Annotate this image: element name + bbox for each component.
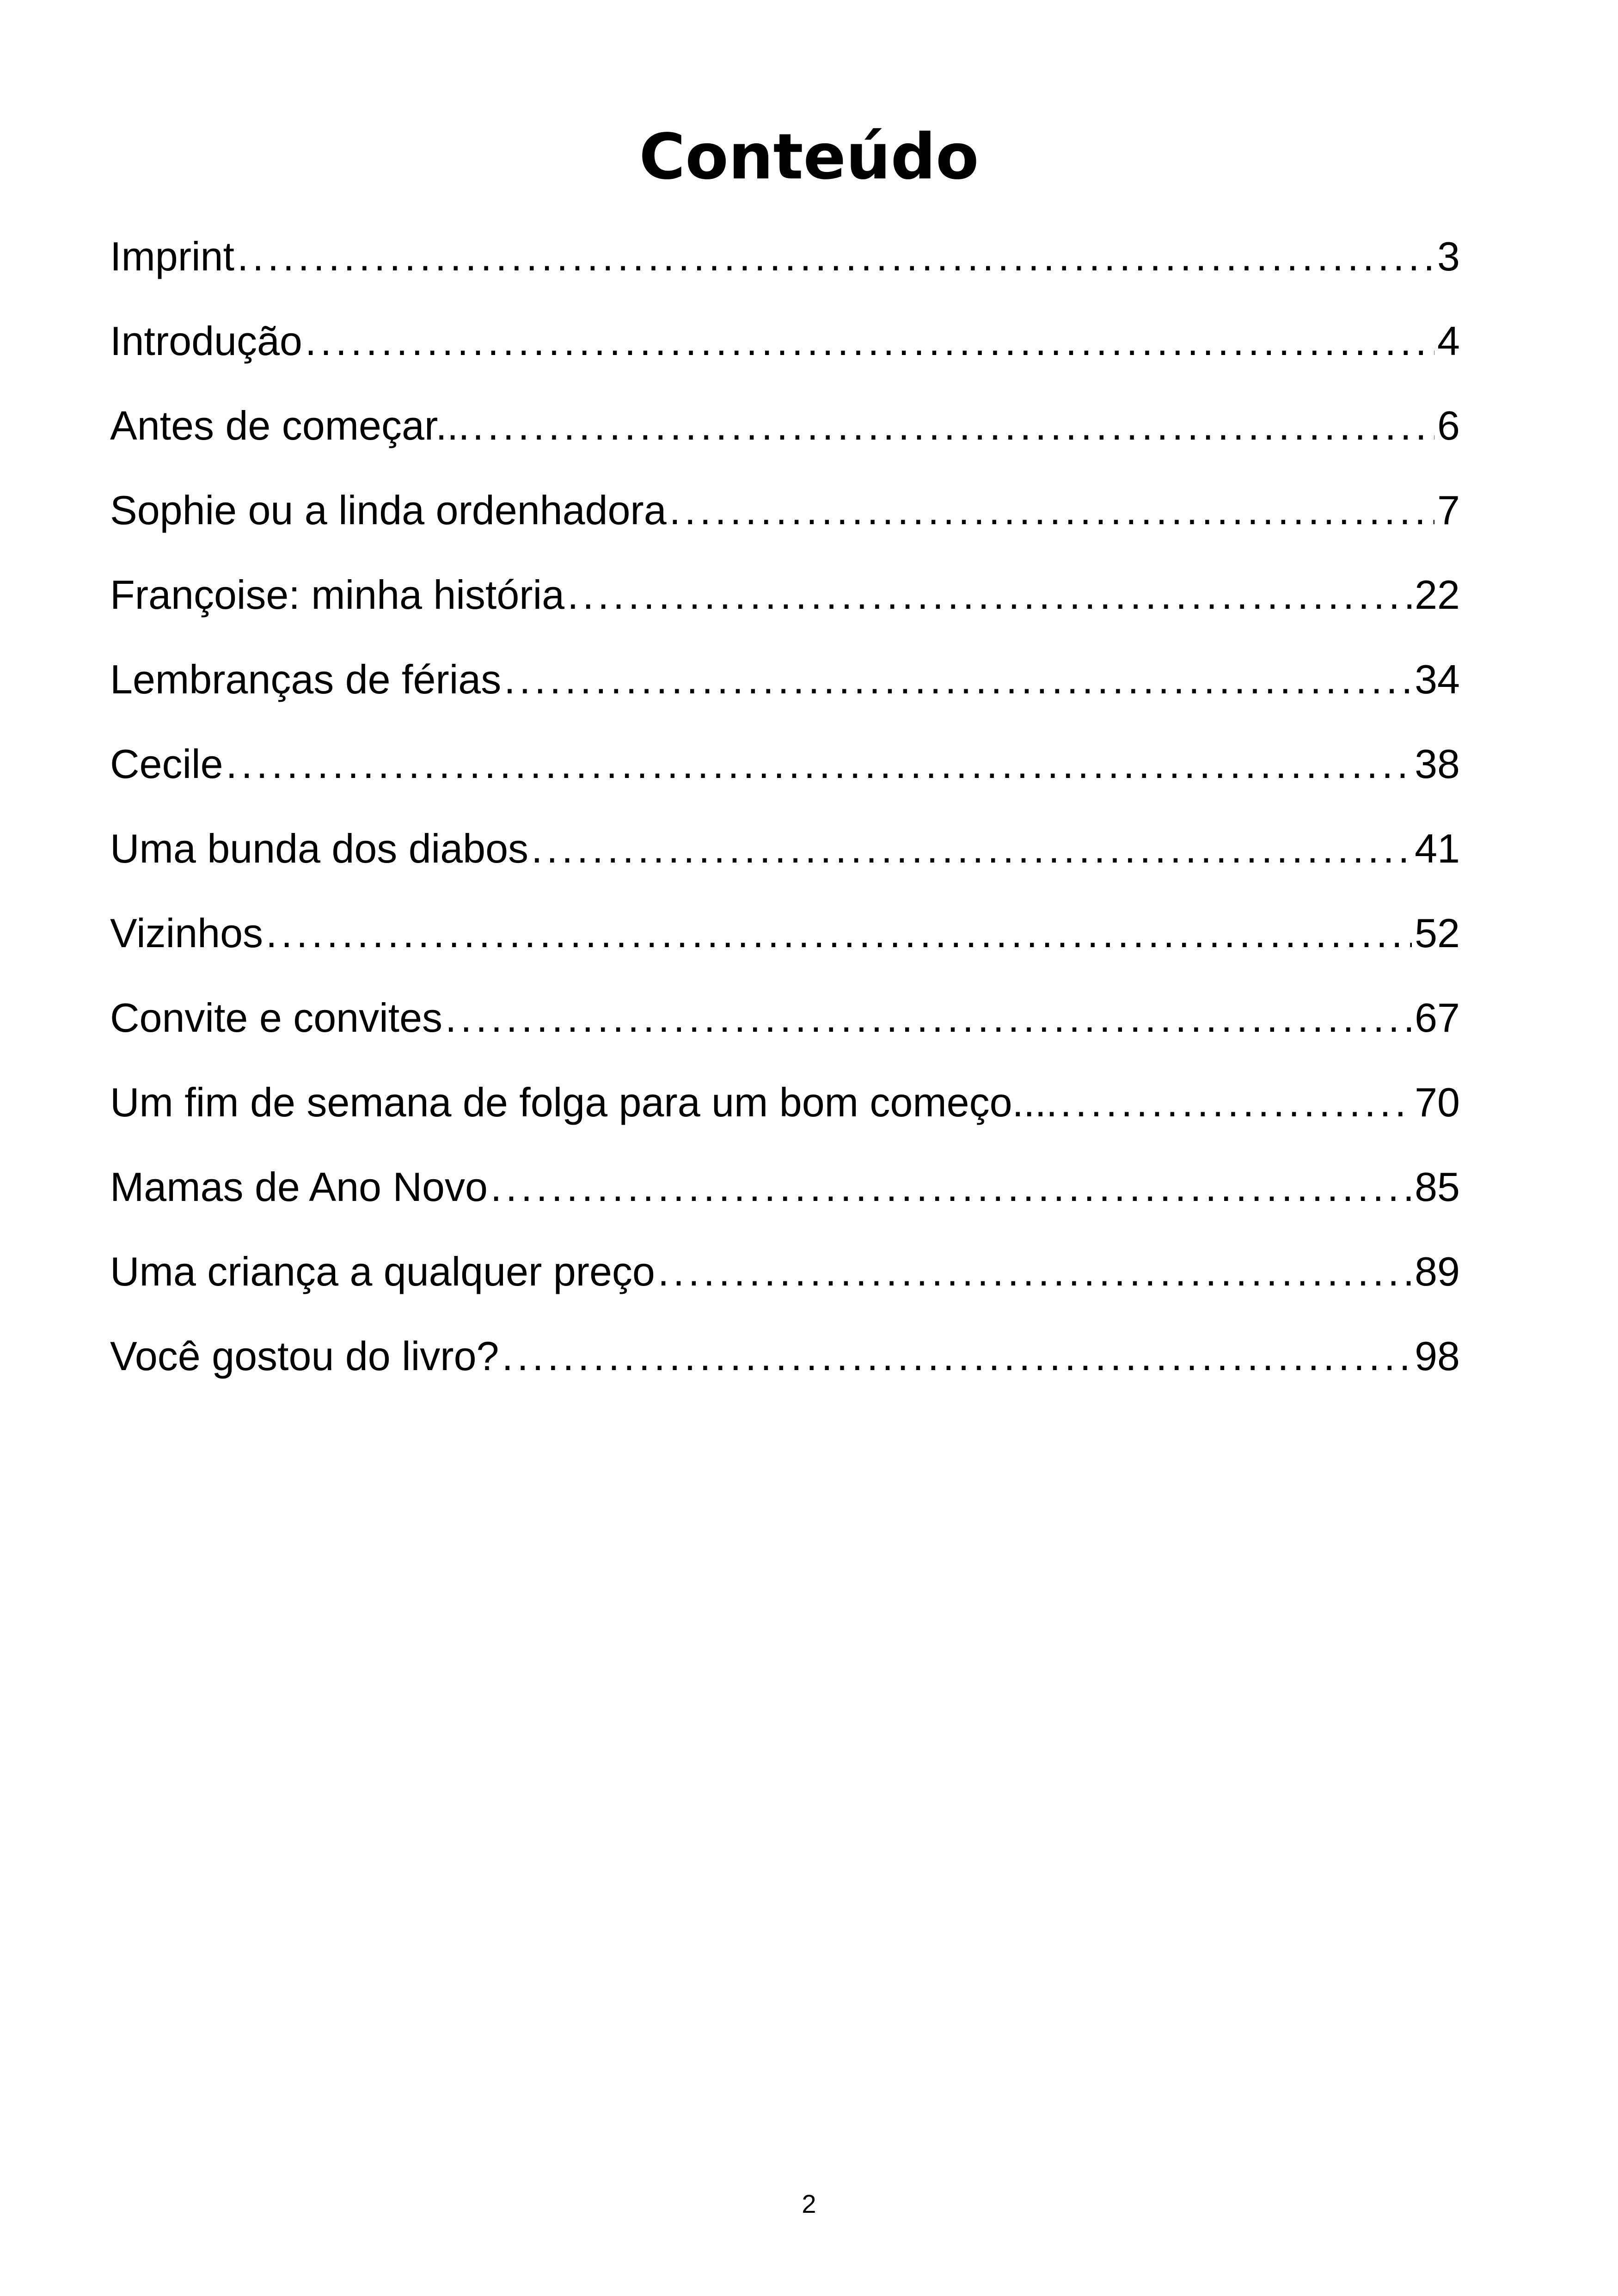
- toc-entry[interactable]: [110, 227, 1460, 311]
- toc-entry-label: Lembranças de férias: [110, 656, 502, 702]
- toc-entry-page: 22: [1415, 572, 1460, 618]
- page-title: Conteúdo: [639, 121, 979, 194]
- toc-entry[interactable]: [110, 1326, 1460, 1411]
- toc-entry-label: Introdução: [110, 318, 302, 364]
- toc-entry-page: 89: [1415, 1249, 1460, 1294]
- toc-entry-page: 7: [1437, 487, 1460, 533]
- toc-entry-label: Antes de começar...: [110, 403, 470, 448]
- toc-entry-page: 98: [1415, 1333, 1460, 1379]
- toc-entry[interactable]: [110, 480, 1460, 565]
- table-of-contents: [110, 227, 1460, 1411]
- toc-entry[interactable]: [110, 903, 1460, 988]
- toc-entry[interactable]: [110, 565, 1460, 649]
- toc-entry[interactable]: [110, 734, 1460, 819]
- toc-entry-label: Françoise: minha história: [110, 572, 565, 618]
- toc-entry-label: Mamas de Ano Novo: [110, 1164, 488, 1210]
- toc-dot-leader: [305, 311, 1434, 371]
- toc-dot-leader: [237, 227, 1434, 287]
- toc-dot-leader: [490, 1157, 1412, 1217]
- toc-entry[interactable]: [110, 1157, 1460, 1242]
- toc-dot-leader: [266, 903, 1412, 963]
- toc-entry-page: 67: [1415, 995, 1460, 1041]
- toc-entry-page: 85: [1415, 1164, 1460, 1210]
- toc-entry-page: 34: [1415, 656, 1460, 702]
- toc-dot-leader: [226, 734, 1412, 794]
- toc-entry-page: 4: [1437, 318, 1460, 364]
- toc-entry-label: Imprint: [110, 233, 234, 279]
- toc-entry-page: 52: [1415, 910, 1460, 956]
- toc-entry-page: 70: [1415, 1079, 1460, 1125]
- toc-entry[interactable]: [110, 1242, 1460, 1326]
- toc-dot-leader: [567, 565, 1412, 625]
- toc-entry-label: Sophie ou a linda ordenhadora: [110, 487, 667, 533]
- toc-dot-leader: [669, 480, 1434, 540]
- toc-dot-leader: [472, 396, 1434, 456]
- toc-entry-page: 6: [1437, 403, 1460, 448]
- toc-dot-leader: [658, 1242, 1412, 1302]
- toc-dot-leader: [445, 988, 1412, 1048]
- toc-entry-page: 38: [1415, 741, 1460, 787]
- toc-dot-leader: [531, 819, 1412, 879]
- toc-entry-label: Uma criança a qualquer preço: [110, 1249, 655, 1294]
- toc-entry-label: Um fim de semana de folga para um bom começo....: [110, 1079, 1058, 1125]
- toc-entry[interactable]: [110, 819, 1460, 903]
- toc-entry-page: 41: [1415, 826, 1460, 871]
- toc-entry-page: 3: [1437, 233, 1460, 279]
- toc-entry[interactable]: [110, 396, 1460, 480]
- toc-entry-label: Você gostou do livro?: [110, 1333, 499, 1379]
- page-number: 2: [802, 2189, 816, 2218]
- toc-entry-label: Uma bunda dos diabos: [110, 826, 529, 871]
- toc-dot-leader: [502, 1326, 1412, 1386]
- toc-entry-label: Convite e convites: [110, 995, 443, 1041]
- toc-entry[interactable]: [110, 1072, 1460, 1157]
- toc-entry-label: Cecile: [110, 741, 223, 787]
- toc-entry[interactable]: [110, 311, 1460, 396]
- toc-dot-leader: [1060, 1072, 1412, 1133]
- toc-entry-label: Vizinhos: [110, 910, 264, 956]
- toc-entry[interactable]: [110, 988, 1460, 1072]
- toc-dot-leader: [504, 649, 1412, 710]
- toc-entry[interactable]: [110, 649, 1460, 734]
